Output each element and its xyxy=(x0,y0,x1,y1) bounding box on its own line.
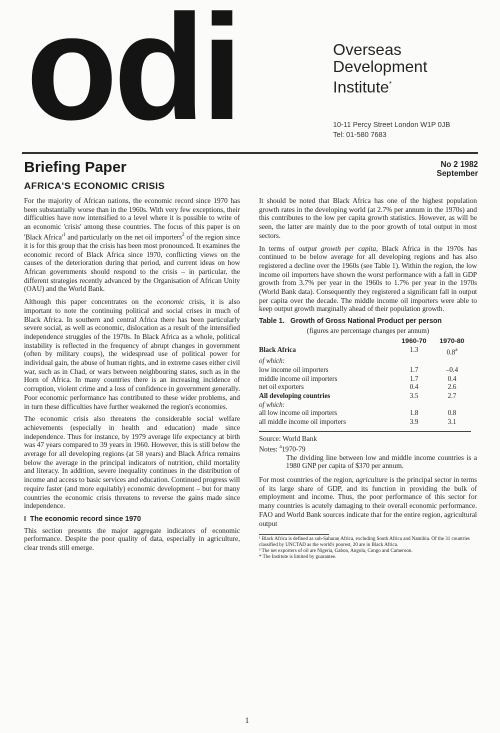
table-source: Source: World Bank xyxy=(259,434,317,443)
table-row xyxy=(259,393,471,402)
table-row xyxy=(259,358,471,367)
agriculture-paragraph: For most countries of the region, agriculture is the principal sector in terms of its large share of GDP, and its function in providing the bulk of employment and income. Thus, the poor performance of this sector for many countries is acutely damaging to their overall economic performance. FAO and World Bank sources indicate that for the entire region, agricultural output xyxy=(259,476,477,528)
header-rule xyxy=(22,152,478,154)
intro-paragraph: For the majority of African nations, the economic record since 1970 has been substantially worse than in the 1960s. With very few exceptions, their difficulties have now intensified to a level where it is possible to write of an economic 'crisis' among these countries. The focus of this paper is on 'Black $Africa'^1$ and particularly on the net oil importers$^2$ of the region since it is for this group that the crisis has been most pronounced. It examines the economic record of Black Africa since 1970, conflicting views on the causes of the deterioration during that period, and current ideas on how African governments should respond to the crisis – in particular, the different strategies recently advanced by the Organisation of African Unity (OAU) and the World Bank. xyxy=(24,197,241,294)
footnote-1: ¹ Black Africa is defined as sub-Saharan Africa, excluding South Africa and Namibia. Of the 31 countries classified by UNCTAD as the world's poorest, 20 are in Black Africa. xyxy=(259,537,470,549)
table-cell-1970-80: 2.6 xyxy=(447,384,457,392)
table-bottom-rule xyxy=(259,431,471,432)
table-row-label: middle income oil importers xyxy=(259,375,338,383)
table-cell-1970-80: 2.7 xyxy=(447,393,457,401)
issue-number: No 2 1982 xyxy=(440,160,478,169)
table-cell-1960-70 xyxy=(395,358,433,367)
institute-name xyxy=(333,42,427,96)
table-cell-1960-70: 0.4 xyxy=(409,384,419,392)
table-cell-1970-80 xyxy=(433,358,471,367)
footnote-institute: * The Institute is limited by guarantee. xyxy=(259,555,337,561)
table-row-label: of which: xyxy=(259,401,285,409)
footnote-2: ² The net exporters of oil are Nigeria, Gabon, Angola, Congo and Cameroon. xyxy=(259,549,413,555)
briefing-paper-label: Briefing Paper xyxy=(24,159,127,176)
social-welfare-paragraph: The economic crisis also threatens the considerable social welfare achievements (especially in health and education) made since independence. Thus for instance, by 1979 average life expectancy at birth was 47 years compared to 39 years in 1960. However, this is still below the average for all developing regions (at 58 years) and Black Africa remains below the average in the principal indicators of nutrition, child mortality and literacy. In addition, severe inequality continues in the distribution of income and access to basic services and education. Continued progress will require faster (and more equitably) economic development – but for many countries the economic crisis threatens to reverse the gains made since independence. xyxy=(24,415,240,511)
output-growth-paragraph: In terms of output growth per capita, Black Africa in the 1970s has continued to be below average for all developing regions and has also registered a decline over the 1960s (see Table 1). Within the region, the low income oil importers have shown the worst performance with a fall in GDP growth from 3.7% per year in the 1960s to 1.7% per year in the 1970s (World Bank data). Consequently they registered a significant fall in output per capita over the decade. The middle income oil importers were able to keep output growth marginally ahead of their population growth. xyxy=(259,244,477,314)
left-column xyxy=(24,197,240,557)
table-row xyxy=(259,367,471,376)
table-notes: Notes: $^a$1970-79 The dividing line between low and middle income countries is a 1980 GNP per capita of $370 per annum. xyxy=(259,444,477,471)
table-cell-1960-70: 1.3 xyxy=(409,347,419,355)
section-heading: I The economic record since 1970 xyxy=(24,513,142,523)
table-row-label: All developing countries xyxy=(259,393,331,401)
telephone-line: Tel: 01-580 7683 xyxy=(333,130,387,139)
table-cell-1960-70: 3.9 xyxy=(409,419,419,427)
table-row xyxy=(259,376,471,385)
table-note-b: The dividing line between low and middle income countries is a 1980 GNP per capita of $370 per annum. xyxy=(286,453,477,471)
table-row-label: low income oil importers xyxy=(259,366,329,374)
table-header-row xyxy=(259,338,471,348)
table-row-label: all middle income oil importers xyxy=(259,419,346,427)
table-cell-1960-70 xyxy=(395,402,433,411)
table-cell-1970-80: 3.1 xyxy=(447,419,457,427)
table-row-label: of which: xyxy=(259,358,285,366)
table-cell-1970-80: 0.8$^a$ xyxy=(446,348,458,357)
page-number: 1 xyxy=(245,716,249,725)
table-cell-1960-70: 1.7 xyxy=(409,375,419,383)
column-header-1970-80: 1970-80 xyxy=(439,337,465,345)
table-cell-1970-80 xyxy=(433,402,471,411)
table-caption: Table 1. Growth of Gross National Product per person xyxy=(259,318,442,326)
table-row xyxy=(259,402,471,411)
org-name-line-1: Overseas xyxy=(333,42,402,59)
org-name-line-2: Development xyxy=(333,59,428,76)
paper-title: AFRICA'S ECONOMIC CRISIS xyxy=(24,181,165,192)
table-subcaption: (figures are percentage changes per annum) xyxy=(306,326,430,335)
issue-month: September xyxy=(436,169,478,178)
footnote-rule xyxy=(259,534,329,535)
table-row xyxy=(259,410,471,419)
table-cell-1970-80: 0.4 xyxy=(447,375,457,383)
table-row-label: all low income oil importers xyxy=(259,410,338,418)
section-intro-paragraph: This section presents the major aggregate indicators of economic performance. Despite the poor quality of data, especially in agriculture, clear trends still emerge. xyxy=(24,526,240,553)
institute-address xyxy=(333,120,450,140)
table-cell-1970-80: 0.8 xyxy=(447,410,457,418)
political-crisis-paragraph: Although this paper concentrates on the economic crisis, it is also important to note the continuing political and social crises in much of Black Africa. In southern and central Africa there has been particularly severe social, as well as economic, dislocation as a result of the intensified independence struggles of the 1970s. In Black Africa as a whole, political instability is reflected in the frequency of abrupt changes in government (often by military coups), the widespread use of political power for individual gain, the abuse of human rights, and in extreme cases either civil war, such as in Chad, or wars between neighbouring states, such as in the Horn of Africa. In many countries there is an increasing incidence of corruption, violent crime and a loss of confidence in government generally. Poor economic performance has contributed to these wider problems, and in turn these difficulties have further weakened the region's economies. xyxy=(24,298,240,411)
address-line: 10-11 Percy Street London W1P 0JB xyxy=(333,120,451,129)
table-row xyxy=(259,347,471,358)
table-row xyxy=(259,419,471,428)
right-column xyxy=(259,197,477,561)
column-header-1960-70: 1960-70 xyxy=(401,337,427,345)
population-paragraph: It should be noted that Black Africa has one of the highest population growth rates in the developing world (at 2.7% per annum in the 1970s) and this contributes to the low per capita growth statistics. However, as will be seen, the latter are mainly due to the poor growth of total output in most sectors. xyxy=(259,197,477,240)
table-cell-1960-70: 1.7 xyxy=(409,366,419,374)
issue-info xyxy=(437,160,478,178)
table-row-label: net oil exporters xyxy=(259,384,304,392)
table-cell-1960-70: 1.8 xyxy=(409,410,419,418)
org-name-line-3: Institute* xyxy=(333,79,392,97)
table-row xyxy=(259,384,471,393)
odi-logo: odi xyxy=(26,0,239,151)
gnp-growth-table xyxy=(259,338,471,428)
table-cell-1960-70: 3.5 xyxy=(409,393,419,401)
table-row-label: Black Africa xyxy=(259,347,296,355)
table-cell-1970-80: –0.4 xyxy=(445,366,459,374)
